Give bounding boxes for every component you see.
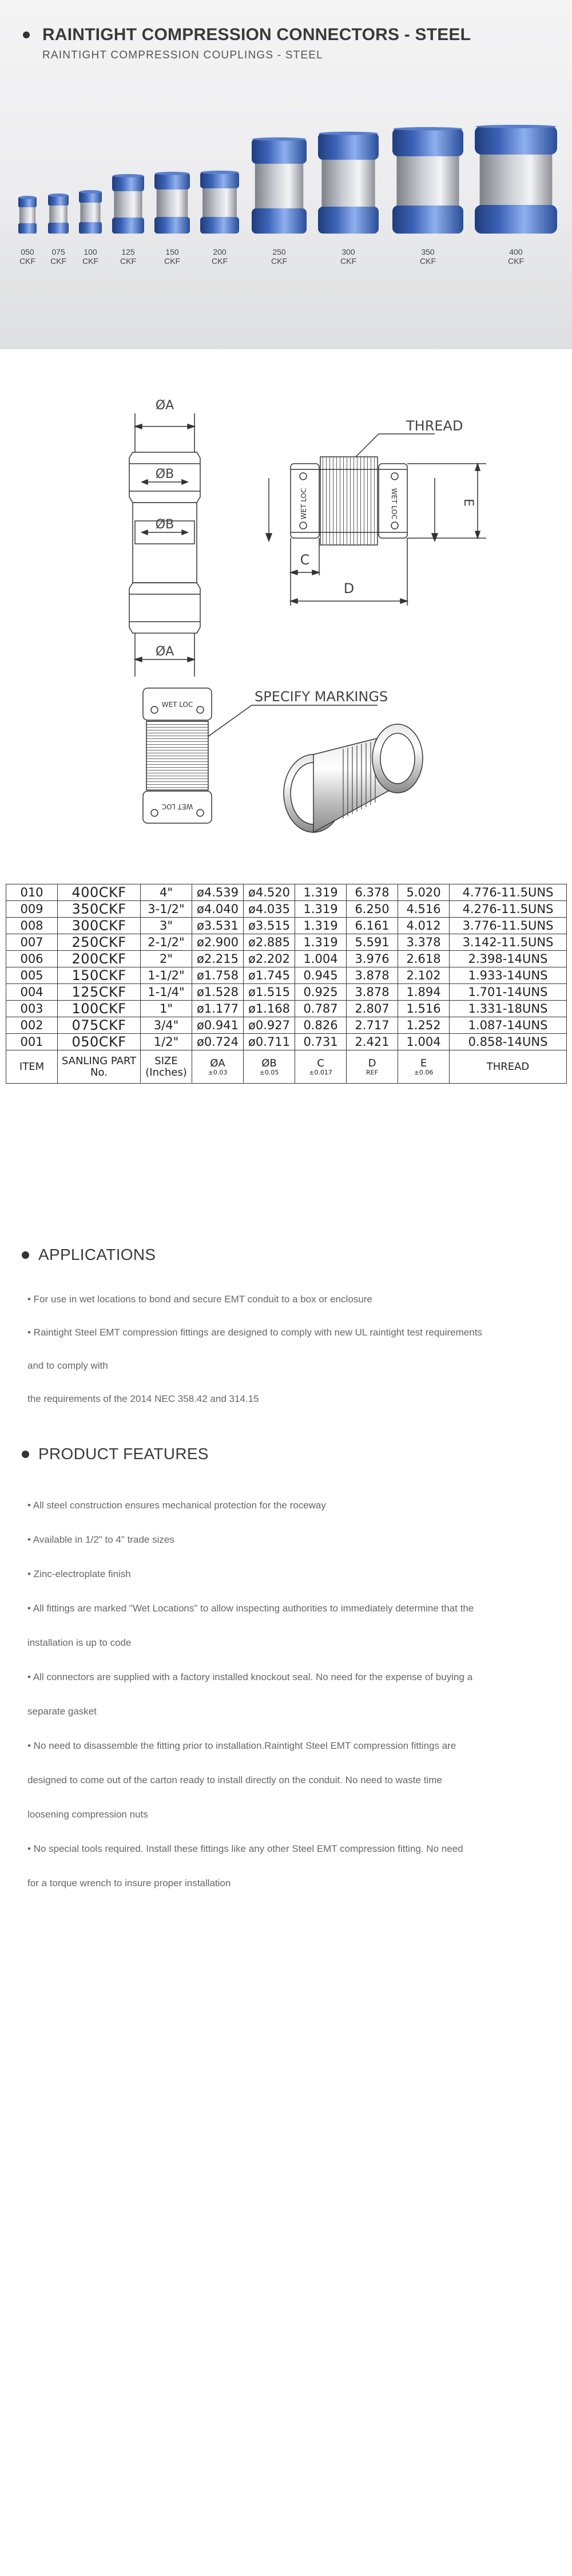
table-cell: 1" (141, 1001, 192, 1017)
header-tolerance: ±0.017 (309, 1068, 332, 1076)
table-cell: 0.858-14UNS (450, 1034, 567, 1050)
coupling-icon (318, 132, 379, 235)
product-code: CKF (164, 256, 180, 266)
features-heading (22, 1445, 209, 1463)
table-cell: ø0.941 (192, 1017, 244, 1034)
table-cell: 3.976 (347, 951, 398, 967)
header-label: ØB (261, 1057, 277, 1069)
applications-title: APPLICATIONS (38, 1246, 156, 1263)
table-cell: 6.378 (347, 884, 398, 901)
feature-line: separate gasket (27, 1706, 97, 1717)
header-label: SANLING PART No. (61, 1054, 137, 1078)
coupling-icon (475, 125, 557, 235)
product-size: 250 (272, 247, 286, 256)
table-cell: ø4.040 (192, 901, 244, 918)
table-cell: 008 (6, 918, 58, 934)
dim-a-bottom: ØA (155, 645, 174, 659)
product-hero (0, 0, 572, 349)
table-cell: 1-1/4" (141, 984, 192, 1001)
feature-line: • All fittings are marked "Wet Locations" to allow inspecting authorities to immediately determine that the (27, 1603, 474, 1614)
table-cell: 0.945 (295, 967, 347, 984)
table-cell: 0.787 (295, 1001, 347, 1017)
product-image (79, 190, 102, 235)
feature-line: • Available in 1/2" to 4" trade sizes (27, 1534, 174, 1545)
marking-text-top: WET LOC (161, 701, 193, 709)
table-header-cell (295, 1050, 347, 1084)
header-label: ØA (210, 1057, 225, 1069)
table-row (6, 918, 567, 934)
table-cell: 1.331-18UNS (450, 1001, 567, 1017)
table-cell: ø1.168 (244, 1001, 295, 1017)
table-cell: 250CKF (58, 934, 141, 951)
table-cell: 5.591 (347, 934, 398, 951)
coupling-icon (79, 190, 102, 235)
feature-line: • Zinc-electroplate finish (27, 1568, 131, 1579)
table-cell: 1-1/2" (141, 967, 192, 984)
product-label (149, 247, 195, 266)
table-row (6, 1017, 567, 1034)
table-cell: 1.933-14UNS (450, 967, 567, 984)
product-image (154, 172, 190, 235)
header-tolerance: REF (366, 1068, 378, 1076)
table-cell: 2.398-14UNS (450, 951, 567, 967)
table-cell: 6.161 (347, 918, 398, 934)
table-cell: 3.776-11.5UNS (450, 918, 567, 934)
header-tolerance: ±0.03 (208, 1068, 228, 1076)
table-cell: 0.731 (295, 1034, 347, 1050)
specify-markings-label: SPECIFY MARKINGS (255, 689, 388, 705)
product-image (200, 171, 239, 235)
table-cell: ø4.035 (244, 901, 295, 918)
header-label: ITEM (19, 1060, 45, 1073)
table-cell: 1.319 (295, 884, 347, 901)
coupling-icon (154, 172, 190, 235)
product-size: 050 (21, 247, 34, 256)
header-label: C (317, 1057, 324, 1069)
dim-b-top: ØB (155, 467, 174, 481)
application-line: • For use in wet locations to bond and secure EMT conduit to a box or enclosure (27, 1294, 372, 1305)
table-cell: ø3.515 (244, 918, 295, 934)
table-cell: 006 (6, 951, 58, 967)
table-cell: 4.776-11.5UNS (450, 884, 567, 901)
product-image (18, 196, 37, 235)
table-cell: 200CKF (58, 951, 141, 967)
header-label: D (368, 1057, 376, 1069)
table-cell: 125CKF (58, 984, 141, 1001)
table-cell: 009 (6, 901, 58, 918)
table-cell: 3.878 (347, 967, 398, 984)
table-cell: ø2.885 (244, 934, 295, 951)
table-cell: 3.142-11.5UNS (450, 934, 567, 951)
spec-table-body (6, 884, 567, 1084)
table-row (6, 984, 567, 1001)
header-tolerance: ±0.05 (259, 1068, 279, 1076)
table-cell: 1.252 (398, 1017, 450, 1034)
table-cell: 350CKF (58, 901, 141, 918)
table-cell: ø2.900 (192, 934, 244, 951)
product-size: 400 (509, 247, 523, 256)
product-size: 350 (421, 247, 435, 256)
product-code: CKF (50, 256, 66, 266)
coupling-icon (200, 171, 239, 235)
table-cell: 3.378 (398, 934, 450, 951)
product-image (252, 137, 307, 235)
table-row (6, 967, 567, 984)
table-cell: 1.319 (295, 934, 347, 951)
coupling-icon (112, 174, 144, 235)
table-header-cell (6, 1050, 58, 1084)
table-cell: 075CKF (58, 1017, 141, 1034)
dim-e: E (461, 499, 475, 507)
product-size: 200 (213, 247, 227, 256)
table-cell: 2.807 (347, 1001, 398, 1017)
dim-c: C (300, 552, 310, 568)
table-cell: 1.087-14UNS (450, 1017, 567, 1034)
coupling-icon (252, 137, 307, 235)
table-header-cell (398, 1050, 450, 1084)
feature-line: • No need to disassemble the fitting prior to installation.Raintight Steel EMT compression fittings are (27, 1740, 456, 1751)
table-cell: 2.421 (347, 1034, 398, 1050)
table-header-cell (450, 1050, 567, 1084)
table-cell: 1.004 (398, 1034, 450, 1050)
table-cell: 3.878 (347, 984, 398, 1001)
product-label (405, 247, 451, 266)
table-row (6, 1034, 567, 1050)
product-code: CKF (271, 256, 287, 266)
table-cell: 5.020 (398, 884, 450, 901)
table-row (6, 951, 567, 967)
dim-d: D (343, 580, 355, 596)
features-title: PRODUCT FEATURES (38, 1445, 209, 1463)
table-cell: 3" (141, 918, 192, 934)
product-code: CKF (508, 256, 524, 266)
table-cell: ø0.711 (244, 1034, 295, 1050)
table-cell: 004 (6, 984, 58, 1001)
table-cell: 0.925 (295, 984, 347, 1001)
table-cell: ø0.927 (244, 1017, 295, 1034)
product-image (112, 174, 144, 235)
header-label: THREAD (486, 1060, 530, 1073)
marking-text-left: WET LOC (300, 488, 308, 520)
product-image (392, 127, 463, 235)
perspective-view (284, 724, 423, 832)
feature-line: • All connectors are supplied with a factory installed knockout seal. No need for the expense of buying a (27, 1672, 473, 1682)
side-view (266, 434, 486, 606)
spec-table (6, 884, 567, 1084)
table-cell: 3-1/2" (141, 901, 192, 918)
table-cell: ø1.745 (244, 967, 295, 984)
application-line: and to comply with (27, 1360, 108, 1371)
product-label (105, 247, 151, 266)
table-cell: 300CKF (58, 918, 141, 934)
product-label (493, 247, 539, 266)
table-cell: 1.319 (295, 901, 347, 918)
page-subtitle: RAINTIGHT COMPRESSION COUPLINGS - STEEL (42, 49, 323, 61)
table-row (6, 934, 567, 951)
table-row (6, 1001, 567, 1017)
product-label (325, 247, 371, 266)
product-image (475, 125, 557, 235)
table-cell: ø0.724 (192, 1034, 244, 1050)
front-view (129, 413, 200, 677)
table-cell: 4.276-11.5UNS (450, 901, 567, 918)
table-cell: ø1.528 (192, 984, 244, 1001)
header-tolerance: ±0.06 (414, 1068, 434, 1076)
feature-line: loosening compression nuts (27, 1809, 148, 1820)
product-size: 125 (121, 247, 135, 256)
table-cell: 1/2" (141, 1034, 192, 1050)
coupling-icon (48, 193, 69, 235)
table-cell: 1.319 (295, 918, 347, 934)
table-cell: ø1.758 (192, 967, 244, 984)
table-row (6, 901, 567, 918)
table-cell: 1.004 (295, 951, 347, 967)
table-header-cell (141, 1050, 192, 1084)
table-cell: 2" (141, 951, 192, 967)
table-cell: 2-1/2" (141, 934, 192, 951)
product-code: CKF (120, 256, 136, 266)
coupling-icon (18, 196, 37, 235)
table-cell: ø1.515 (244, 984, 295, 1001)
feature-line: installation is up to code (27, 1637, 132, 1648)
application-line: • Raintight Steel EMT compression fittings are designed to comply with new UL raintight test requirements (27, 1327, 482, 1338)
product-code: CKF (82, 256, 98, 266)
product-image (318, 132, 379, 235)
header-label: E (420, 1057, 427, 1069)
table-cell: 1.701-14UNS (450, 984, 567, 1001)
table-cell: 3/4" (141, 1017, 192, 1034)
feature-line: • All steel construction ensures mechanical protection for the roceway (27, 1500, 326, 1511)
feature-line: for a torque wrench to insure proper installation (27, 1878, 231, 1888)
bullet-dot (22, 1451, 29, 1458)
table-cell: 002 (6, 1017, 58, 1034)
table-cell: 4.012 (398, 918, 450, 934)
page-title: RAINTIGHT COMPRESSION CONNECTORS - STEEL (42, 25, 471, 44)
product-size: 075 (51, 247, 65, 256)
product-size: 150 (165, 247, 179, 256)
product-label (256, 247, 302, 266)
table-cell: 2.717 (347, 1017, 398, 1034)
product-code: CKF (212, 256, 228, 266)
coupling-icon (392, 127, 463, 235)
table-cell: 2.618 (398, 951, 450, 967)
drawing-svg (0, 349, 572, 882)
table-cell: 1.516 (398, 1001, 450, 1017)
applications-heading (22, 1246, 156, 1264)
table-cell: 0.826 (295, 1017, 347, 1034)
table-cell: 005 (6, 967, 58, 984)
product-code: CKF (19, 256, 35, 266)
table-cell: ø4.539 (192, 884, 244, 901)
table-cell: 003 (6, 1001, 58, 1017)
table-cell: ø4.520 (244, 884, 295, 901)
product-image (48, 193, 69, 235)
table-cell: 050CKF (58, 1034, 141, 1050)
hero-title-row (23, 25, 471, 45)
table-cell: 400CKF (58, 884, 141, 901)
product-label (197, 247, 243, 266)
table-cell: 001 (6, 1034, 58, 1050)
product-size: 300 (341, 247, 355, 256)
table-cell: 2.102 (398, 967, 450, 984)
table-cell: ø3.531 (192, 918, 244, 934)
dim-a-top: ØA (155, 398, 174, 413)
technical-drawings (0, 349, 572, 882)
table-header-cell (192, 1050, 244, 1084)
table-cell: 150CKF (58, 967, 141, 984)
table-cell: 4.516 (398, 901, 450, 918)
table-header-row (6, 1050, 567, 1084)
header-label: SIZE (Inches) (145, 1054, 187, 1078)
product-code: CKF (420, 256, 436, 266)
table-header-cell (58, 1050, 141, 1084)
marking-text-right: WET LOC (390, 488, 398, 520)
product-code: CKF (340, 256, 356, 266)
dim-b-mid: ØB (155, 517, 174, 532)
feature-line: • No special tools required. Install these fittings like any other Steel EMT compression fitting. No need (27, 1843, 463, 1854)
table-cell: 4" (141, 884, 192, 901)
bullet-dot (23, 31, 30, 38)
product-size: 100 (84, 247, 97, 256)
table-cell: 1.894 (398, 984, 450, 1001)
table-cell: 010 (6, 884, 58, 901)
table-cell: ø1.177 (192, 1001, 244, 1017)
table-header-cell (244, 1050, 295, 1084)
table-cell: 007 (6, 934, 58, 951)
bullet-dot (22, 1251, 29, 1259)
table-header-cell (347, 1050, 398, 1084)
feature-line: designed to come out of the carton ready to install directly on the conduit. No need to waste time (27, 1775, 442, 1785)
application-line: the requirements of the 2014 NEC 358.42 and 314.15 (27, 1393, 259, 1404)
marking-text-bottom: WET LOC (161, 803, 193, 811)
table-cell: 6.250 (347, 901, 398, 918)
table-cell: ø2.215 (192, 951, 244, 967)
table-cell: 100CKF (58, 1001, 141, 1017)
thread-label: THREAD (406, 418, 463, 434)
table-cell: ø2.202 (244, 951, 295, 967)
table-row (6, 884, 567, 901)
